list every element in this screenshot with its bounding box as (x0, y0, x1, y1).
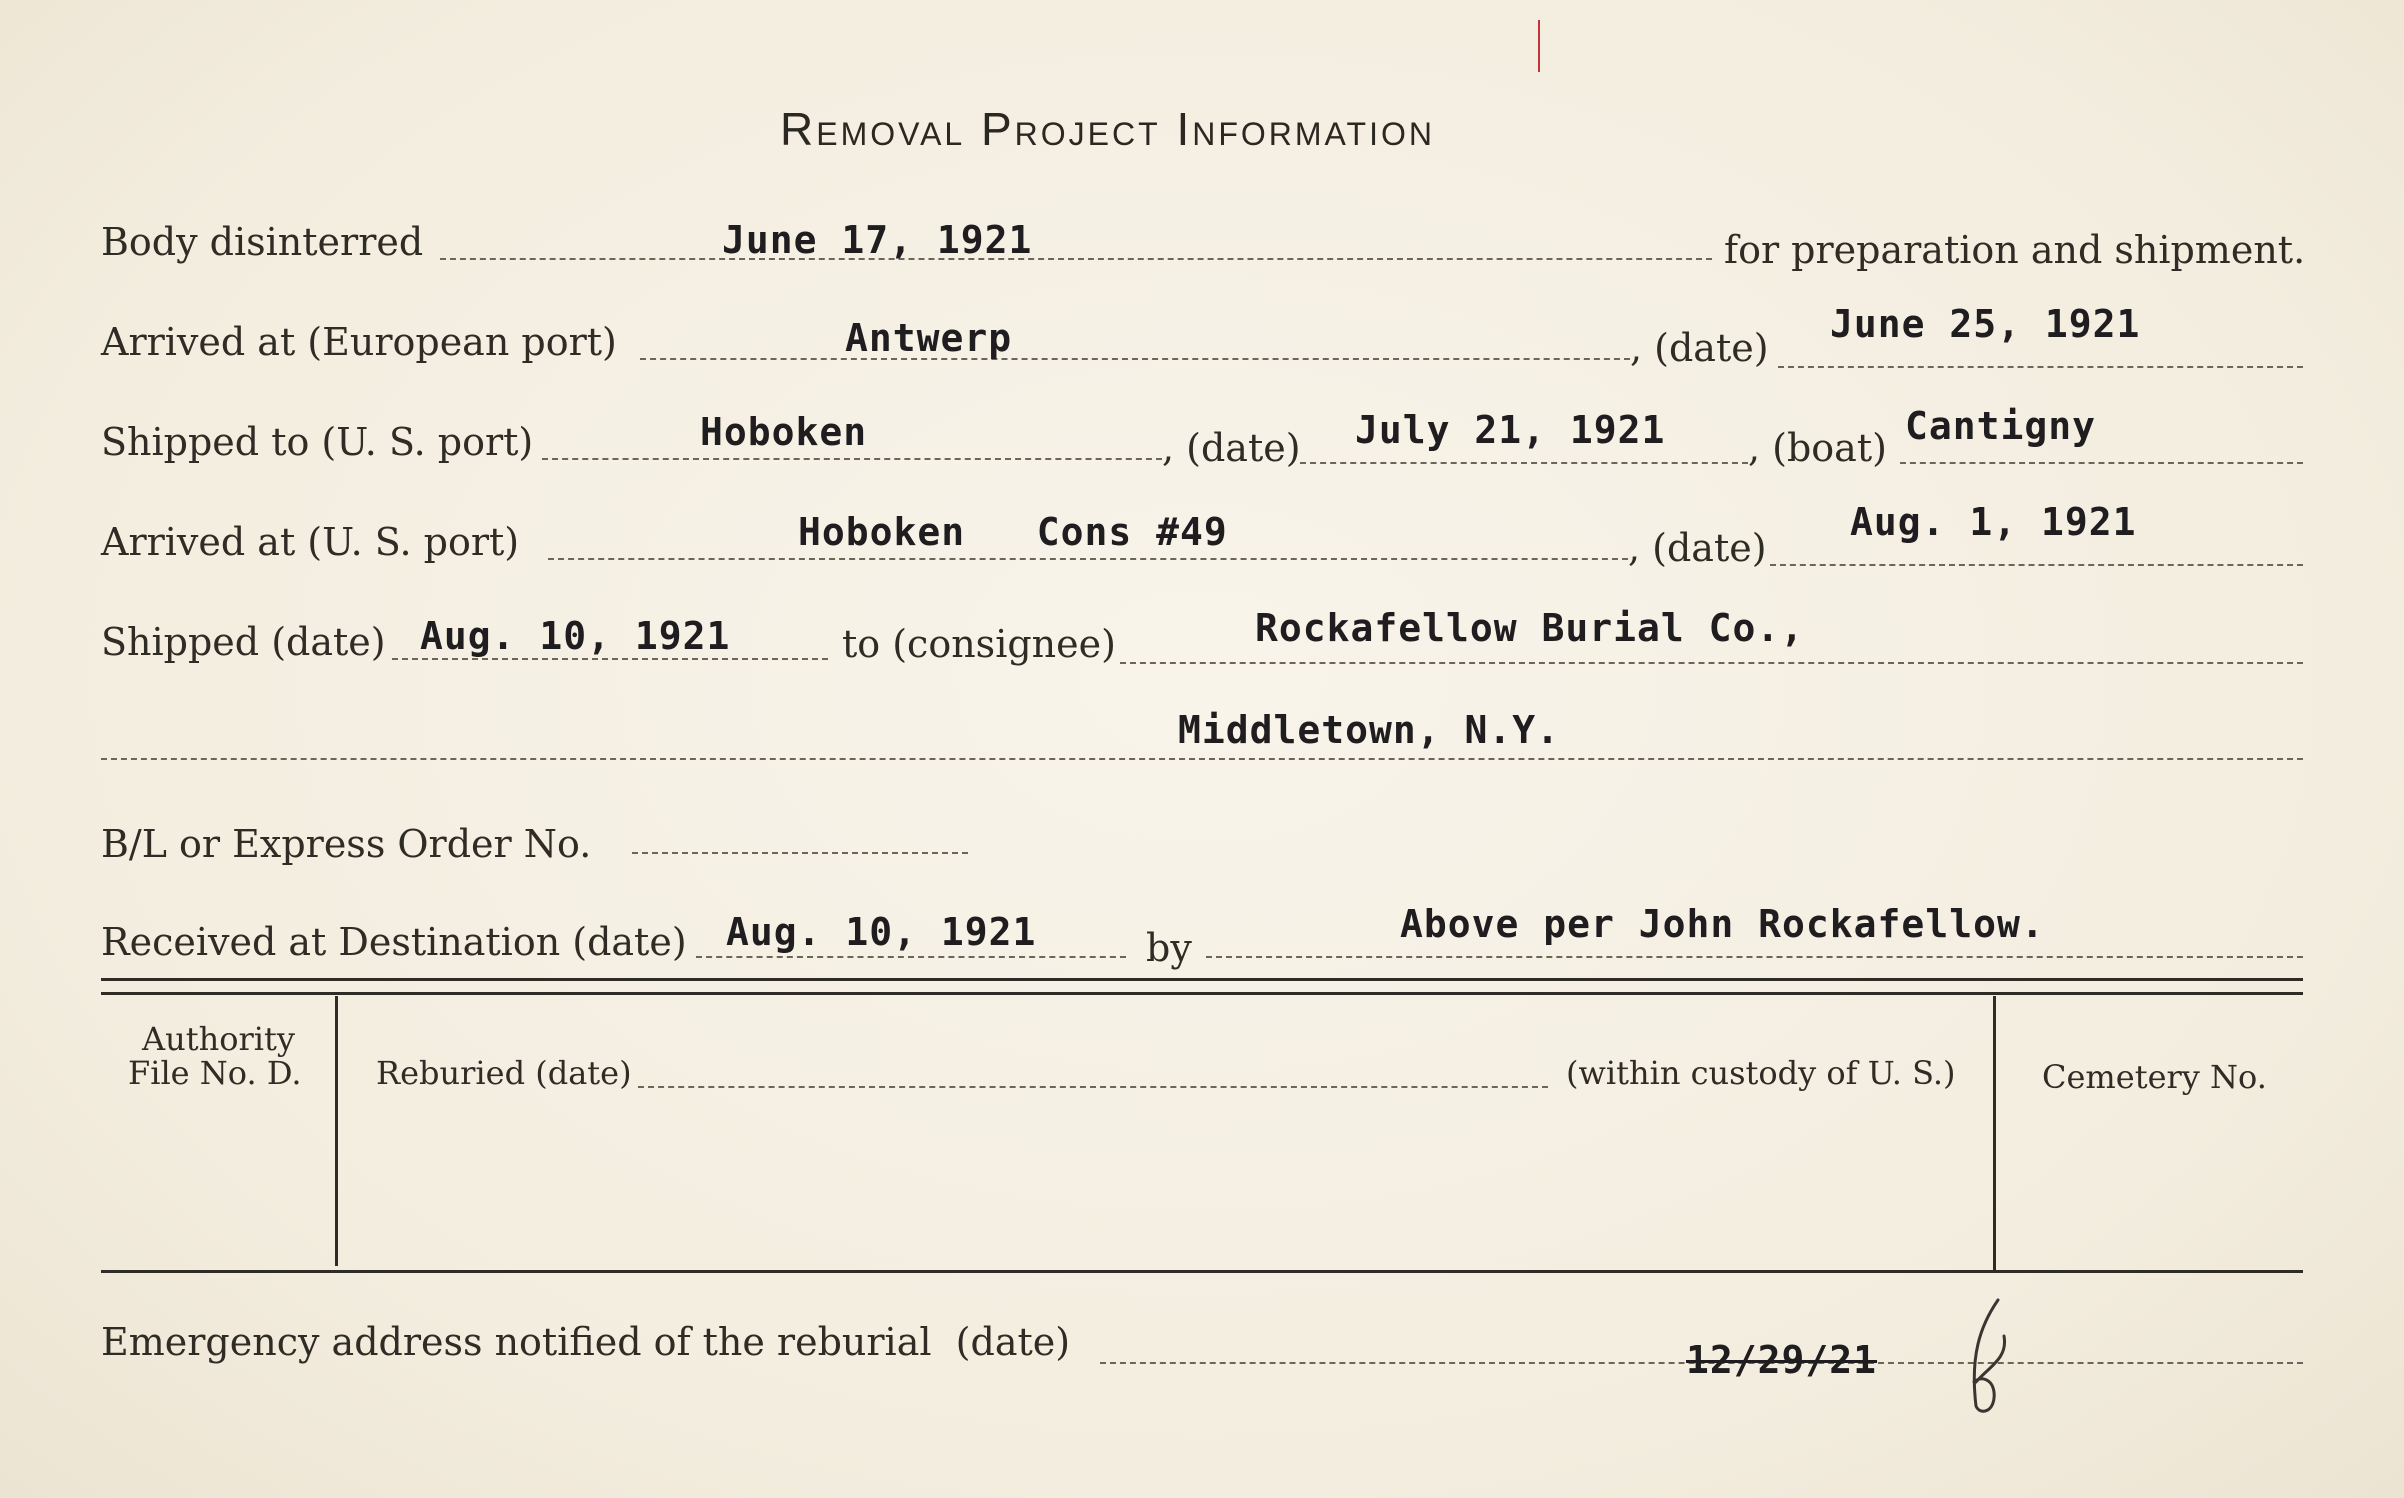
file-no-label: File No. D. (128, 1054, 302, 1092)
shipped-us-boat: Cantigny (1905, 404, 2097, 448)
arrived-us-date-line (1770, 564, 2303, 566)
reburied-line (638, 1086, 1548, 1088)
shipped-us-date-line (1300, 462, 1748, 464)
shipped-us-boat-label: , (boat) (1748, 426, 1887, 470)
shipped-us-boat-line (1900, 462, 2303, 464)
cemetery-label: Cemetery No. (2042, 1058, 2267, 1096)
arrived-us-line (548, 558, 1628, 560)
body-disinterred-line (440, 258, 1712, 260)
shipped-us-line (542, 458, 1162, 460)
received-label: Received at Destination (date) (101, 920, 687, 964)
shipped-us-date-label: , (date) (1162, 426, 1301, 470)
bl-express-line (632, 852, 968, 854)
arrived-european-date: June 25, 1921 (1830, 302, 2141, 346)
arrived-us-value: Hoboken Cons #49 (798, 510, 1228, 554)
card-title: Removal Project Information (780, 103, 1435, 155)
consignee-line-2 (101, 758, 2303, 760)
reburied-label: Reburied (date) (376, 1054, 632, 1092)
custody-label: (within custody of U. S.) (1566, 1054, 1956, 1092)
arrived-european-value: Antwerp (845, 316, 1013, 360)
consignee-label: to (consignee) (842, 622, 1116, 666)
red-pencil-mark (1538, 20, 1540, 72)
received-value: Aug. 10, 1921 (726, 910, 1037, 954)
table-top-rule-1 (101, 978, 2303, 981)
received-by-label: by (1146, 926, 1192, 970)
shipped-us-label: Shipped to (U. S. port) (101, 420, 534, 464)
body-disinterred-value: June 17, 1921 (722, 218, 1033, 262)
arrived-european-date-line (1778, 366, 2303, 368)
received-by-line (1206, 956, 2303, 958)
received-by-value: Above per John Rockafellow. (1400, 902, 2045, 946)
consignee-value-2: Middletown, N.Y. (1178, 708, 1561, 752)
consignee-line (1120, 662, 2303, 664)
arrived-us-label: Arrived at (U. S. port) (101, 520, 520, 564)
shipped-us-value: Hoboken (700, 410, 868, 454)
authority-label: Authority (142, 1020, 295, 1058)
arrived-european-label: Arrived at (European port) (101, 320, 617, 364)
shipped-date-line (392, 658, 828, 660)
table-divider-left (335, 996, 338, 1266)
emergency-label: Emergency address notified of the reburial (date) (101, 1320, 1071, 1364)
handwritten-initials-mark (1950, 1296, 2020, 1420)
arrived-european-line (640, 358, 1630, 360)
bl-express-label: B/L or Express Order No. (101, 822, 592, 866)
received-line (696, 956, 1126, 958)
shipped-date-value: Aug. 10, 1921 (420, 614, 731, 658)
arrived-us-date: Aug. 1, 1921 (1850, 500, 2137, 544)
shipped-date-label: Shipped (date) (101, 620, 386, 664)
body-disinterred-suffix: for preparation and shipment. (1724, 228, 2306, 272)
body-disinterred-label: Body disinterred (101, 220, 424, 264)
emergency-value: 12/29/21 (1686, 1338, 1878, 1382)
table-top-rule-2 (101, 992, 2303, 995)
consignee-value: Rockafellow Burial Co., (1255, 606, 1805, 650)
table-bottom-rule (101, 1270, 2303, 1273)
arrived-european-date-label: , (date) (1630, 326, 1769, 370)
arrived-us-date-label: , (date) (1628, 526, 1767, 570)
shipped-us-date: July 21, 1921 (1355, 408, 1666, 452)
table-divider-right (1993, 996, 1996, 1270)
